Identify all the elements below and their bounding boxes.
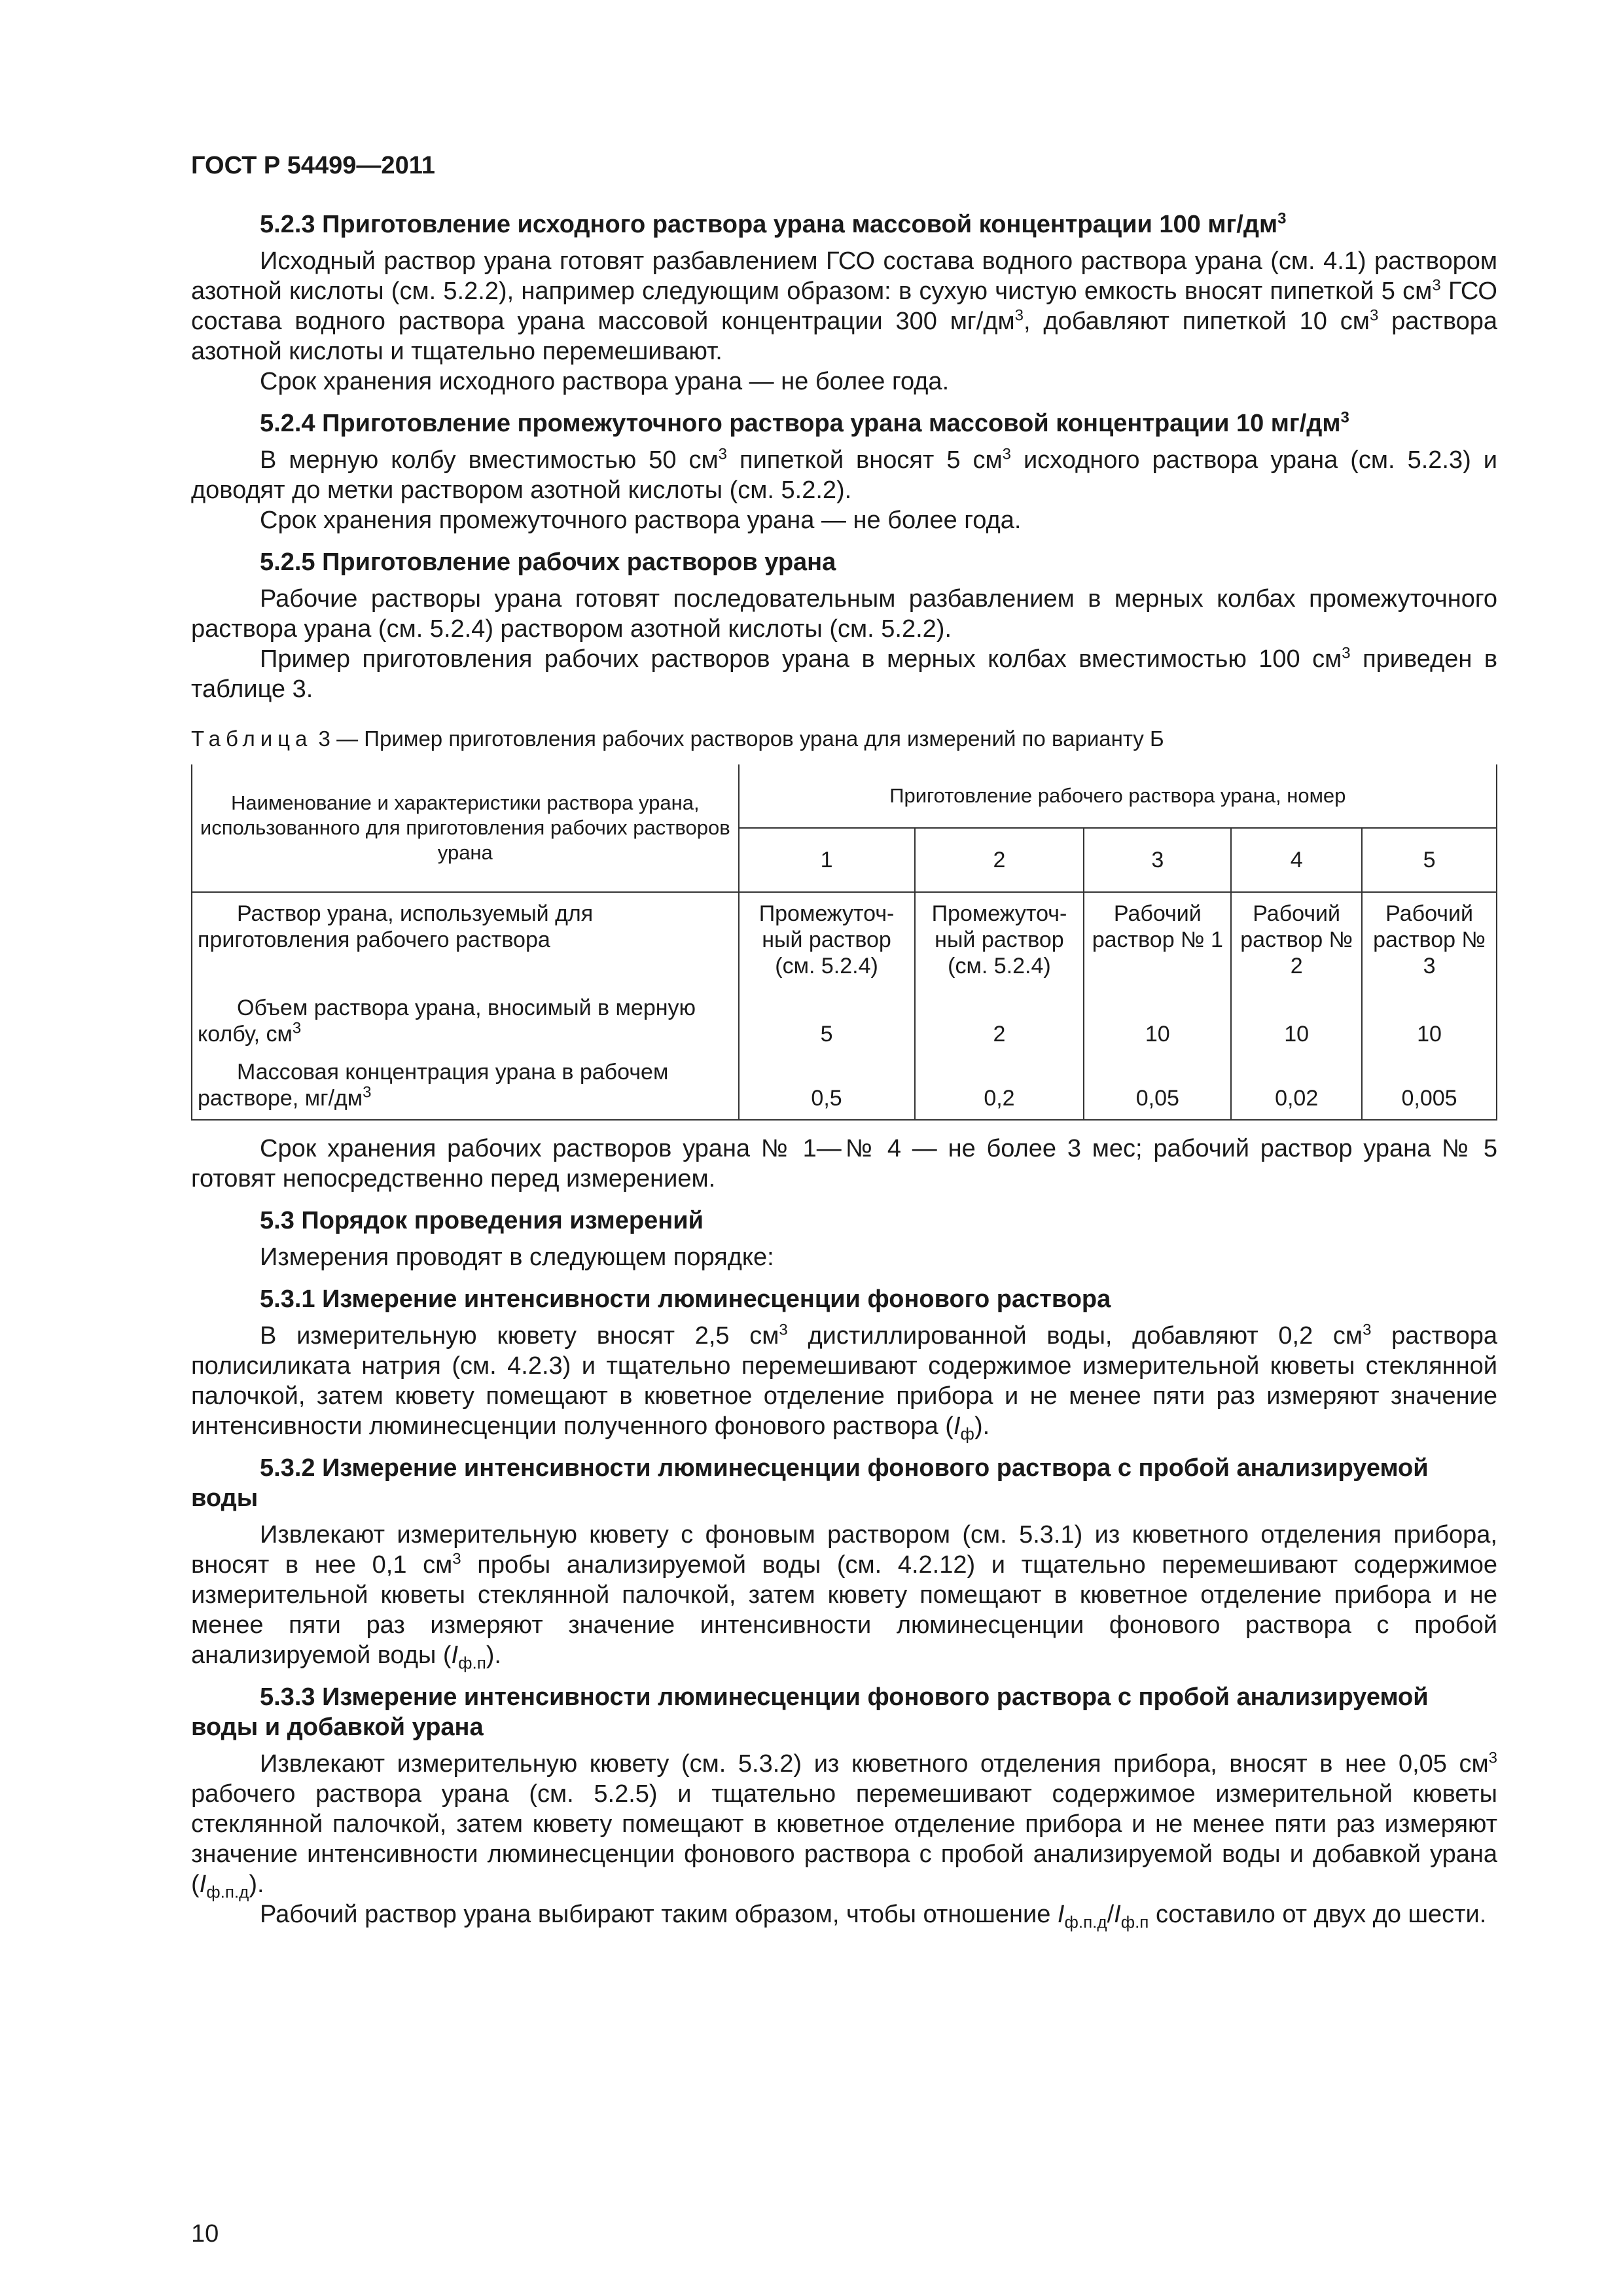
paragraph: Извлекают измерительную кювету (см. 5.3.2) из кюветного отделения прибора, вносят в нее 0,05 $см^3$ рабочего раствора урана (см. 5.2.5) и тщательно перемешивают содержимое измерительной кюветы стеклянной палочкой, затем кювету помещают в кюветное отделение прибора и не менее пяти раз измеряют значение интенсивности люминесценции фонового раствора с пробой анализируемой воды и добавкой урана $(I_{ф.п.д})$. (191, 1749, 1497, 1902)
section-title-5-2-5: 5.2.5 Приготовление рабочих растворов урана (260, 548, 836, 576)
paragraph: Пример приготовления рабочих растворов урана в мерных колбах вместимостью 100 $см^3$ приведен в таблице 3. (191, 644, 1498, 703)
section-title-5-2-4: 5.2.4 Приготовление промежуточного раствора урана массовой концентрации 10 $мг/дм^3$ (260, 408, 1349, 437)
section-title-5-3-1: 5.3.1 Измерение интенсивности люминесценции фонового раствора (260, 1285, 1111, 1313)
col-num: 2 (915, 828, 1084, 892)
col-num: 3 (1084, 828, 1231, 892)
section-title-5-2-3: 5.2.3 Приготовление исходного раствора урана массовой концентрации 100 $мг/дм^3$ (260, 209, 1287, 238)
section-title-5-3-2: 5.3.2 Измерение интенсивности люминесценции фонового раствора с пробой анализируемой воды (191, 1454, 1429, 1512)
paragraph: Извлекают измерительную кювету с фоновым раствором (см. 5.3.1) из кюветного отделения прибора, вносят в нее 0,1 $см^3$ пробы анализируемой воды (см. 4.2.12) и тщательно перемешивают содержимое измерительной кюветы стеклянной палочкой, затем кювету помещают в кюветное отделение прибора и не менее пяти раз измеряют значение интенсивности люминесценции фонового раствора с пробой анализируемой воды $(I_{ф.п})$. (191, 1521, 1497, 1673)
table-header-group: Приготовление рабочего раствора урана, номер (739, 764, 1497, 828)
paragraph: Рабочие растворы урана готовят последовательным разбавлением в мерных колбах промежуточного раствора урана (см. 5.2.4) раствором азотной кислоты (см. 5.2.2). (191, 585, 1497, 643)
table-caption: Таблица 3 — Пример приготовления рабочих растворов урана для измерений по варианту Б (191, 726, 1164, 751)
document-page (191, 151, 1498, 2248)
paragraph: В измерительную кювету вносят 2,5 $см^3$ дистиллированной воды, добавляют 0,2 $см^3$ раствора полисиликата натрия (см. 4.2.3) и тщательно перемешивают содержимое измерительной кюветы стеклянной палочкой, затем кювету помещают в кюветное отделение прибора и не менее пяти раз измеряют значение интенсивности люминесценции полученного фонового раствора $(I_ф)$. (191, 1321, 1497, 1444)
table-row: Раствор урана, используемый для приготовления рабочего раствора Промежуточ-ный раствор (см. 5.2.4) Промежуточ-ный раствор (см. 5.2.4) Рабочий раствор № 1 Рабочий раствор № 2 Рабочий раствор № 3 (192, 892, 1497, 983)
col-num: 5 (1362, 828, 1497, 892)
section-title-5-3-3: 5.3.3 Измерение интенсивности люминесценции фонового раствора с пробой анализируемой воды и добавкой урана (191, 1683, 1429, 1741)
table-3 (191, 764, 1497, 1121)
col-num: 4 (1231, 828, 1362, 892)
paragraph: Рабочий раствор урана выбирают таким образом, чтобы отношение $I_{ф.п.д}/I_{ф.п}$ составило от двух до шести. (260, 1901, 1487, 1932)
paragraph: Исходный раствор урана готовят разбавлением ГСО состава водного раствора урана (см. 4.1) раствором азотной кислоты (см. 5.2.2), например следующим образом: в сухую чистую емкость вносят пипеткой 5 $см^3$ ГСО состава водного раствора урана массовой концентрации 300 $мг/дм^3$, добавляют пипеткой 10 $см^3$ раствора азотной кислоты и тщательно перемешивают. (191, 247, 1497, 365)
table-row: Объем раствора урана, вносимый в мерную колбу, $см^3$ 5 2 10 10 10 (192, 983, 1497, 1051)
paragraph: Срок хранения исходного раствора урана — не более года. (260, 368, 950, 395)
paragraph: Измерения проводят в следующем порядке: (260, 1244, 774, 1271)
paragraph: Срок хранения рабочих растворов урана № 1—№ 4 — не более 3 мес; рабочий раствор урана № 5 готовят непосредственно перед измерением. (191, 1135, 1497, 1193)
col-num: 1 (739, 828, 915, 892)
section-title-5-3: 5.3 Порядок проведения измерений (260, 1207, 704, 1234)
paragraph: Срок хранения промежуточного раствора урана — не более года. (260, 507, 1022, 534)
page-number: 10 (191, 2220, 219, 2248)
table-row: Массовая концентрация урана в рабочем растворе, $мг/дм^3$ 0,5 0,2 0,05 0,02 0,005 (192, 1051, 1497, 1120)
paragraph: В мерную колбу вместимостью 50 $см^3$ пипеткой вносят 5 $см^3$ исходного раствора урана (см. 5.2.3) и доводят до метки раствором азотной кислоты (см. 5.2.2). (191, 445, 1497, 504)
table-header-left: Наименование и характеристики раствора урана, использованного для приготовления рабочих растворов урана (192, 764, 739, 892)
doc-header: ГОСТ Р 54499—2011 (191, 152, 435, 179)
